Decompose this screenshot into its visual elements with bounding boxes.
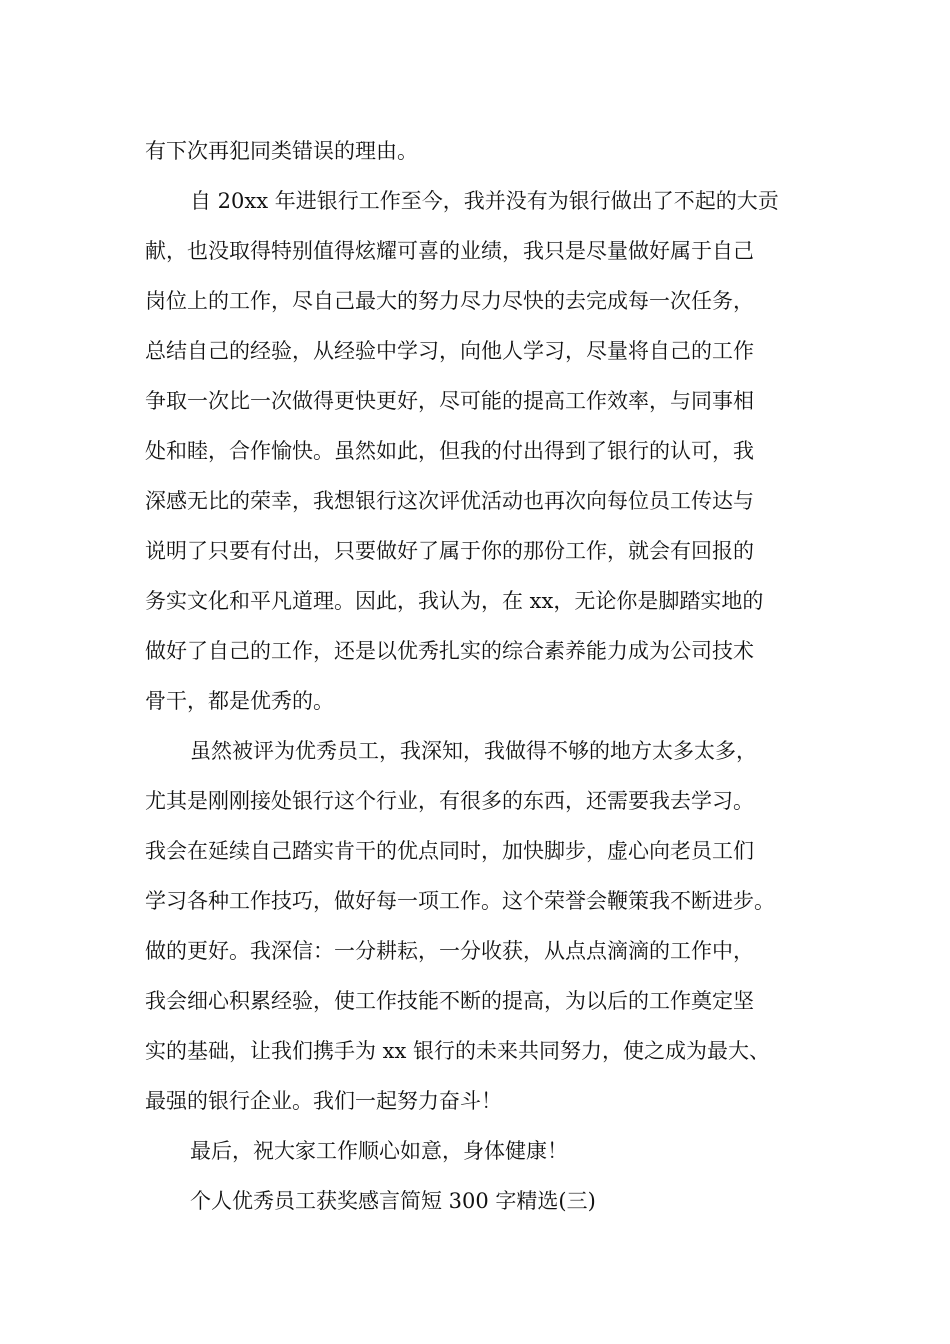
text-line: 我会在延续自己踏实肯干的优点同时，加快脚步，虚心向老员工们	[145, 839, 754, 863]
text-line: 骨干，都是优秀的。	[145, 689, 334, 713]
text-line: 说明了只要有付出，只要做好了属于你的那份工作，就会有回报的	[145, 539, 754, 563]
text-line: 做好了自己的工作，还是以优秀扎实的综合素养能力成为公司技术	[145, 639, 754, 663]
text-line: 有下次再犯同类错误的理由。	[145, 139, 418, 163]
paragraph-start-line: 自 20xx 年进银行工作至今，我并没有为银行做出了不起的大贡	[190, 189, 779, 213]
text-line: 深感无比的荣幸，我想银行这次评优活动也再次向每位员工传达与	[145, 489, 754, 513]
paragraph-start-line: 虽然被评为优秀员工，我深知，我做得不够的地方太多太多，	[190, 739, 757, 763]
text-line: 学习各种工作技巧，做好每一项工作。这个荣誉会鞭策我不断进步。	[145, 889, 775, 913]
text-line: 岗位上的工作，尽自己最大的努力尽力尽快的去完成每一次任务，	[145, 289, 754, 313]
text-line: 做的更好。我深信：一分耕耘，一分收获，从点点滴滴的工作中，	[145, 939, 754, 963]
text-line: 我会细心积累经验，使工作技能不断的提高，为以后的工作奠定坚	[145, 989, 754, 1013]
text-line: 献，也没取得特别值得炫耀可喜的业绩，我只是尽量做好属于自己	[145, 239, 754, 263]
document-body	[145, 126, 825, 1226]
text-line: 实的基础，让我们携手为 xx 银行的未来共同努力，使之成为最大、	[145, 1039, 771, 1063]
text-line: 争取一次比一次做得更快更好，尽可能的提高工作效率，与同事相	[145, 389, 754, 413]
text-line: 处和睦，合作愉快。虽然如此，但我的付出得到了银行的认可，我	[145, 439, 754, 463]
text-line: 务实文化和平凡道理。因此，我认为，在 xx，无论你是脚踏实地的	[145, 589, 764, 613]
text-line: 尤其是刚刚接处银行这个行业，有很多的东西，还需要我去学习。	[145, 789, 754, 813]
text-line: 最强的银行企业。我们一起努力奋斗！	[145, 1089, 502, 1113]
closing-line: 最后，祝大家工作顺心如意，身体健康！	[190, 1139, 568, 1163]
text-line: 总结自己的经验，从经验中学习，向他人学习，尽量将自己的工作	[145, 339, 754, 363]
section-heading: 个人优秀员工获奖感言简短 300 字精选(三)	[190, 1189, 596, 1213]
